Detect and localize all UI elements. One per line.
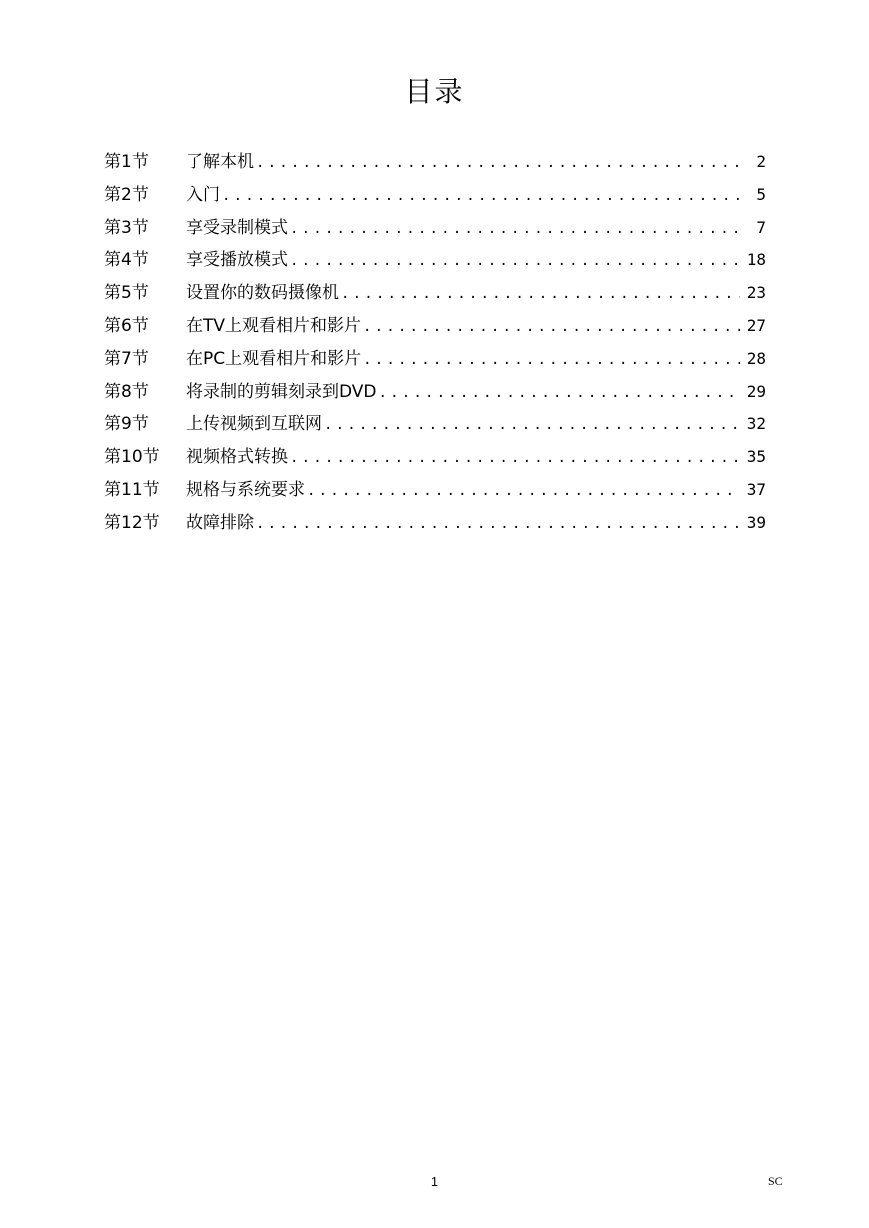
toc-section-number: 第3节 bbox=[104, 217, 149, 238]
toc-page-number: 29 bbox=[746, 381, 766, 401]
toc-page-number: 23 bbox=[746, 283, 766, 303]
toc-entry[interactable] bbox=[104, 443, 766, 476]
toc-page-number: 7 bbox=[756, 217, 766, 237]
toc-section-number: 第8节 bbox=[104, 381, 149, 402]
toc-page-number: 39 bbox=[746, 512, 766, 532]
toc-entry[interactable] bbox=[104, 345, 766, 378]
toc-dot-leader bbox=[256, 149, 740, 177]
toc-dot-leader bbox=[290, 215, 740, 243]
page-title: 目录 bbox=[404, 75, 465, 108]
toc-section-title: 了解本机 bbox=[186, 152, 254, 172]
toc-dot-leader bbox=[222, 182, 740, 210]
toc-dot-leader bbox=[256, 510, 740, 538]
toc-dot-leader bbox=[324, 411, 740, 439]
toc-section-number: 第10节 bbox=[104, 447, 160, 468]
toc-section-title: 在TV上观看相片和影片 bbox=[186, 315, 362, 336]
toc-entry[interactable] bbox=[104, 312, 766, 345]
toc-dot-leader bbox=[290, 444, 740, 472]
toc-section-title: 享受录制模式 bbox=[186, 217, 288, 238]
toc-section-number: 第4节 bbox=[104, 250, 149, 271]
toc-dot-leader bbox=[307, 477, 740, 505]
toc-page-number: 37 bbox=[746, 479, 766, 499]
toc-page-number: 27 bbox=[746, 315, 766, 335]
toc-entry[interactable] bbox=[104, 214, 766, 247]
toc-page-number: 28 bbox=[746, 348, 766, 368]
toc-section-number: 第9节 bbox=[104, 414, 149, 435]
toc-section-number: 第11节 bbox=[104, 479, 160, 500]
toc-section-title: 故障排除 bbox=[186, 512, 254, 533]
toc-entry[interactable] bbox=[104, 509, 766, 542]
toc-section-number: 第7节 bbox=[104, 348, 149, 369]
toc-page-number: 5 bbox=[756, 184, 766, 204]
toc-section-title: 入门 bbox=[186, 184, 220, 205]
toc-page-number: 35 bbox=[746, 447, 766, 467]
toc-page-number: 18 bbox=[746, 250, 766, 270]
footer-page-number: 1 bbox=[430, 1174, 439, 1189]
toc-section-number: 第5节 bbox=[104, 283, 149, 304]
toc-entry[interactable] bbox=[104, 279, 766, 312]
toc-section-number: 第6节 bbox=[104, 315, 149, 336]
toc-entry[interactable] bbox=[104, 378, 766, 411]
toc-dot-leader bbox=[290, 247, 740, 275]
toc-section-title: 享受播放模式 bbox=[186, 250, 288, 271]
toc-section-number: 第1节 bbox=[104, 152, 149, 172]
toc-section-title: 规格与系统要求 bbox=[186, 479, 305, 500]
toc-section-title: 设置你的数码摄像机 bbox=[186, 283, 339, 304]
toc-section-title: 视频格式转换 bbox=[186, 447, 288, 468]
toc-entry[interactable] bbox=[104, 410, 766, 443]
toc-section-title: 将录制的剪辑刻录到DVD bbox=[186, 381, 377, 402]
toc-section-title: 在PC上观看相片和影片 bbox=[186, 348, 362, 369]
toc-section-number: 第2节 bbox=[104, 184, 149, 205]
toc-entry[interactable] bbox=[104, 246, 766, 279]
toc-dot-leader bbox=[341, 280, 740, 308]
toc-dot-leader bbox=[363, 346, 740, 374]
toc-page-number: 32 bbox=[746, 414, 766, 434]
table-of-contents bbox=[104, 148, 766, 542]
toc-dot-leader bbox=[363, 313, 740, 341]
toc-entry[interactable] bbox=[104, 181, 766, 214]
toc-section-title: 上传视频到互联网 bbox=[186, 414, 322, 435]
toc-dot-leader bbox=[379, 379, 740, 407]
toc-section-number: 第12节 bbox=[104, 512, 160, 533]
toc-entry[interactable] bbox=[104, 148, 766, 181]
toc-entry[interactable] bbox=[104, 476, 766, 509]
toc-page-number: 2 bbox=[756, 152, 766, 171]
footer-language-code: SC bbox=[768, 1174, 783, 1188]
